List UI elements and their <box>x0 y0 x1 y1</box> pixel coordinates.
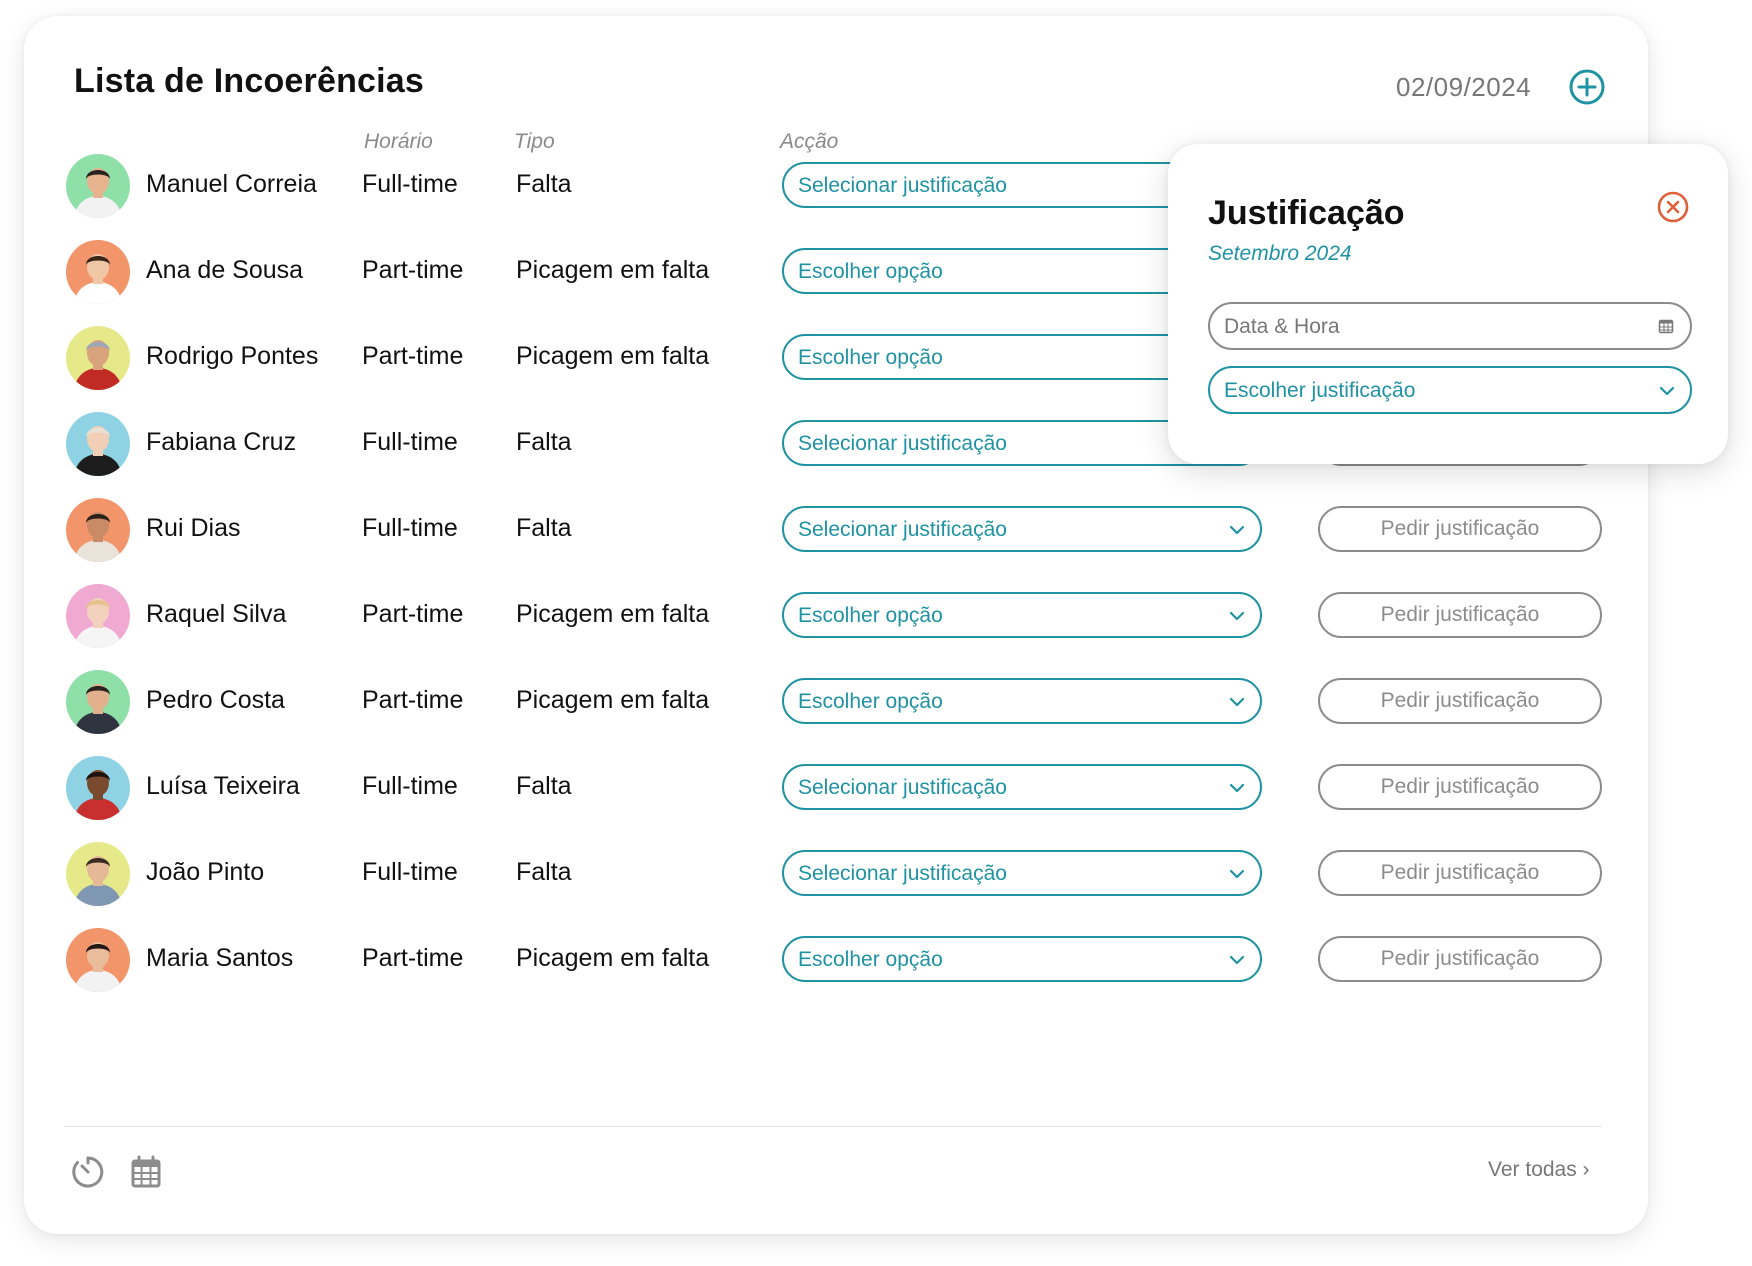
schedule-type: Full-time <box>362 858 458 886</box>
table-row <box>24 842 1648 938</box>
avatar <box>66 326 130 390</box>
incoherence-type: Picagem em falta <box>516 600 710 628</box>
avatar <box>66 670 130 734</box>
employee-name: Rui Dias <box>146 514 241 542</box>
avatar <box>66 928 130 992</box>
schedule-type: Full-time <box>362 514 458 542</box>
employee-name: Raquel Silva <box>146 600 287 628</box>
justification-dropdown[interactable] <box>782 764 1262 810</box>
avatar <box>66 240 130 304</box>
avatar <box>66 412 130 476</box>
incoherence-type: Picagem em falta <box>516 944 710 972</box>
datetime-placeholder: Data & Hora <box>1224 315 1340 338</box>
schedule-type: Full-time <box>362 772 458 800</box>
close-circle-icon[interactable] <box>1656 190 1690 224</box>
dropdown-label: Escolher opção <box>798 346 943 369</box>
avatar <box>66 756 130 820</box>
incoherence-type: Picagem em falta <box>516 686 710 714</box>
request-justification-button[interactable]: Pedir justificação <box>1318 850 1602 896</box>
justification-dropdown[interactable] <box>782 850 1262 896</box>
employee-name: Pedro Costa <box>146 686 285 714</box>
schedule-type: Full-time <box>362 428 458 456</box>
dropdown-label: Escolher opção <box>798 948 943 971</box>
justification-dropdown[interactable] <box>782 592 1262 638</box>
chevron-down-icon <box>1658 382 1676 400</box>
schedule-type: Part-time <box>362 342 464 370</box>
justification-select[interactable] <box>1208 366 1692 414</box>
view-all-link[interactable]: Ver todas › <box>1488 1158 1590 1181</box>
dropdown-label: Selecionar justificação <box>798 518 1007 541</box>
dropdown-label: Selecionar justificação <box>798 174 1007 197</box>
chevron-down-icon <box>1228 779 1246 797</box>
request-justification-button[interactable]: Pedir justificação <box>1318 592 1602 638</box>
timer-icon[interactable] <box>68 1152 108 1192</box>
dropdown-label: Selecionar justificação <box>798 432 1007 455</box>
employee-name: João Pinto <box>146 858 265 886</box>
justification-dropdown[interactable] <box>782 678 1262 724</box>
table-row <box>24 670 1648 766</box>
justification-popup <box>1168 144 1728 464</box>
incoherence-type: Picagem em falta <box>516 342 710 370</box>
dropdown-label: Escolher opção <box>798 260 943 283</box>
dropdown-label: Escolher opção <box>798 690 943 713</box>
column-header-horario: Horário <box>364 130 433 153</box>
request-justification-button[interactable]: Pedir justificação <box>1318 936 1602 982</box>
incoherence-type: Falta <box>516 514 572 542</box>
calendar-small-icon <box>1658 318 1674 334</box>
chevron-down-icon <box>1228 693 1246 711</box>
page-title: Lista de Incoerências <box>74 62 425 100</box>
dropdown-label: Selecionar justificação <box>798 776 1007 799</box>
table-row <box>24 928 1648 1024</box>
avatar <box>66 154 130 218</box>
avatar <box>66 842 130 906</box>
employee-name: Maria Santos <box>146 944 294 972</box>
chevron-down-icon <box>1228 521 1246 539</box>
popup-subtitle: Setembro 2024 <box>1208 242 1352 265</box>
dropdown-label: Selecionar justificação <box>798 862 1007 885</box>
incoherence-type: Falta <box>516 858 572 886</box>
employee-name: Fabiana Cruz <box>146 428 297 456</box>
popup-title: Justificação <box>1208 194 1405 232</box>
chevron-down-icon <box>1228 865 1246 883</box>
schedule-type: Part-time <box>362 944 464 972</box>
avatar <box>66 584 130 648</box>
calendar-icon[interactable] <box>126 1152 166 1192</box>
table-row <box>24 584 1648 680</box>
column-header-tipo: Tipo <box>514 130 555 153</box>
column-header-accao: Acção <box>780 130 839 153</box>
chevron-down-icon <box>1228 951 1246 969</box>
schedule-type: Part-time <box>362 256 464 284</box>
justification-dropdown[interactable] <box>782 506 1262 552</box>
incoherence-type: Picagem em falta <box>516 256 710 284</box>
request-justification-button[interactable]: Pedir justificação <box>1318 506 1602 552</box>
table-row <box>24 756 1648 852</box>
datetime-field[interactable] <box>1208 302 1692 350</box>
employee-name: Ana de Sousa <box>146 256 304 284</box>
avatar <box>66 498 130 562</box>
employee-name: Rodrigo Pontes <box>146 342 319 370</box>
justification-select-label: Escolher justificação <box>1224 379 1416 402</box>
justification-dropdown[interactable] <box>782 936 1262 982</box>
table-row <box>24 498 1648 594</box>
request-justification-button[interactable]: Pedir justificação <box>1318 678 1602 724</box>
plus-circle-icon[interactable] <box>1568 68 1606 106</box>
request-justification-button[interactable]: Pedir justificação <box>1318 764 1602 810</box>
schedule-type: Part-time <box>362 686 464 714</box>
incoherence-type: Falta <box>516 772 572 800</box>
employee-name: Luísa Teixeira <box>146 772 300 800</box>
incoherence-type: Falta <box>516 170 572 198</box>
chevron-down-icon <box>1228 607 1246 625</box>
schedule-type: Part-time <box>362 600 464 628</box>
employee-name: Manuel Correia <box>146 170 317 198</box>
footer-divider <box>64 1126 1602 1127</box>
schedule-type: Full-time <box>362 170 458 198</box>
incoherence-type: Falta <box>516 428 572 456</box>
dropdown-label: Escolher opção <box>798 604 943 627</box>
current-date: 02/09/2024 <box>1396 72 1532 102</box>
